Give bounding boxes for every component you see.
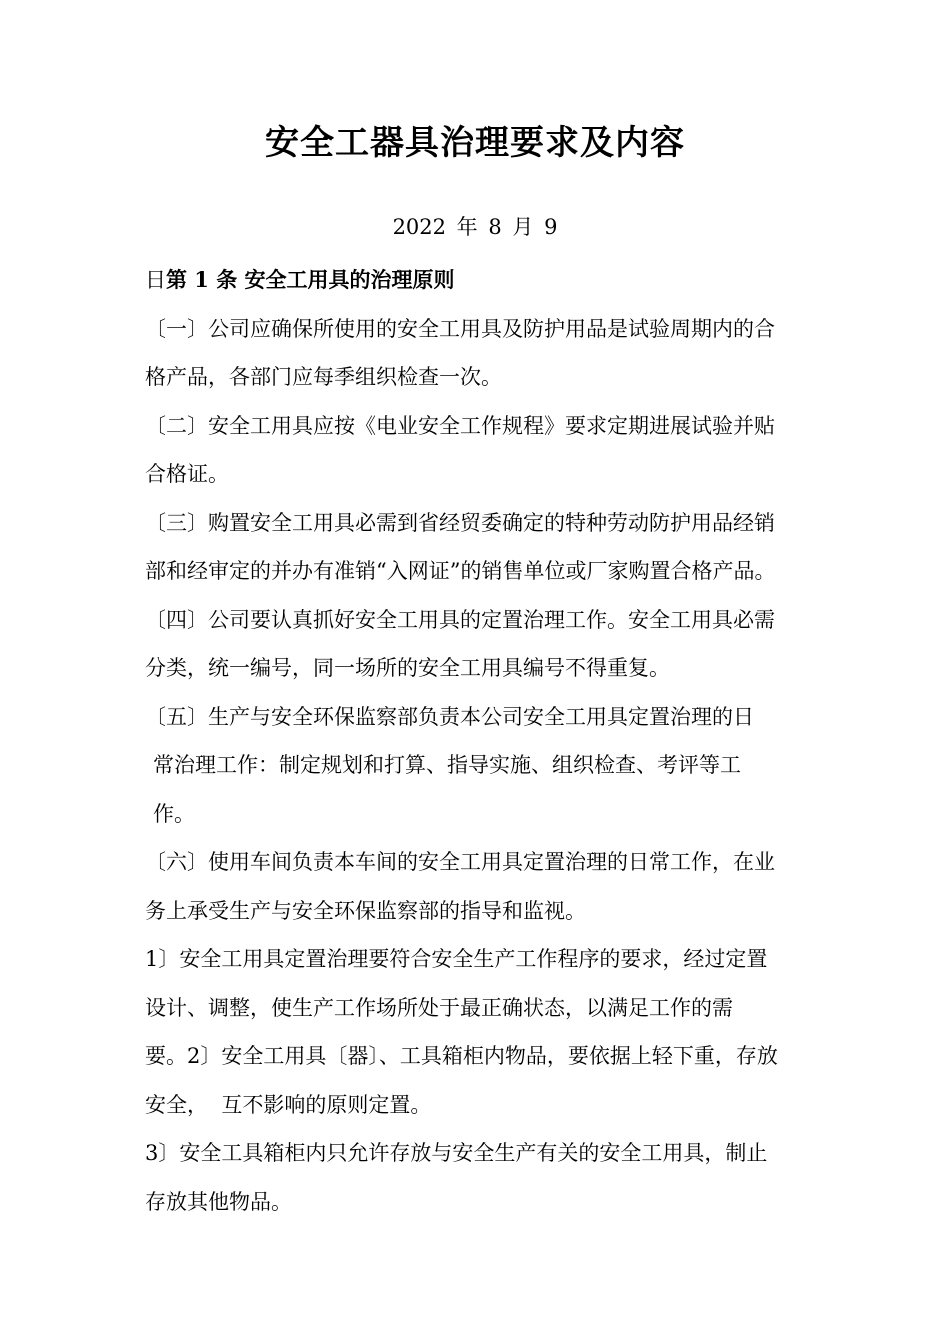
article-heading-line [145, 256, 817, 305]
paragraph-line: 部和经审定的并办有准销“入网证”的销售单位或厂家购置合格产品。 [145, 559, 776, 583]
paragraph-line: 常治理工作：制定规划和打算、指导实施、组织检查、考评等工 [153, 753, 741, 777]
paragraph-line: 〔三〕购置安全工用具必需到省经贸委确定的特种劳动防护用品经销 [145, 510, 775, 535]
paragraph-line: 设计、调整，使生产工作场所处于最正确状态，以满足工作的需 [145, 995, 733, 1020]
paragraph-line: 1〕安全工用具定置治理要符合安全生产工作程序的要求，经过定置 [145, 947, 768, 971]
paragraph-line: 分类，统一编号，同一场所的安全工用具编号不得重复。 [145, 656, 670, 680]
paragraph-line: 格产品，各部门应每季组织检查一次。 [145, 365, 502, 389]
paragraph-line: 〔六〕使用车间负责本车间的安全工用具定置治理的日常工作，在业 [145, 850, 775, 874]
date-suffix: 日 [145, 268, 166, 292]
paragraph-line: 存放其他物品。 [145, 1189, 292, 1214]
paragraph-line: 3〕安全工具箱柜内只允许存放与安全生产有关的安全工用具，制止 [145, 1141, 768, 1165]
paragraph-line: 作。 [153, 801, 195, 826]
paragraph-line: 合格证。 [145, 462, 229, 486]
article-heading: 第 1 条 安全工用具的治理原则 [166, 267, 455, 292]
paragraph-line: 〔五〕生产与安全环保监察部负责本公司安全工用具定置治理的日 [145, 704, 754, 729]
paragraph-line: 安全， 互不影响的原则定置。 [145, 1092, 432, 1117]
paragraph-line: 〔二〕安全工用具应按《电业安全工作规程》要求定期进展试验并贴 [145, 413, 775, 438]
paragraph-line: 务上承受生产与安全环保监察部的指导和监视。 [145, 898, 586, 923]
document-date: 2022 年 8 月 9 [392, 215, 558, 239]
paragraph-line: 〔一〕公司应确保所使用的安全工用具及防护用品是试验周期内的合 [145, 316, 775, 341]
paragraph-line: 〔四〕公司要认真抓好安全工用具的定置治理工作。安全工用具必需 [145, 607, 775, 632]
paragraph-line: 要。2〕安全工用具〔器〕、工具箱柜内物品，要依据上轻下重，存放 [145, 1044, 778, 1068]
document-title: 安全工器具治理要求及内容 [265, 123, 685, 163]
document-body [145, 256, 817, 1226]
